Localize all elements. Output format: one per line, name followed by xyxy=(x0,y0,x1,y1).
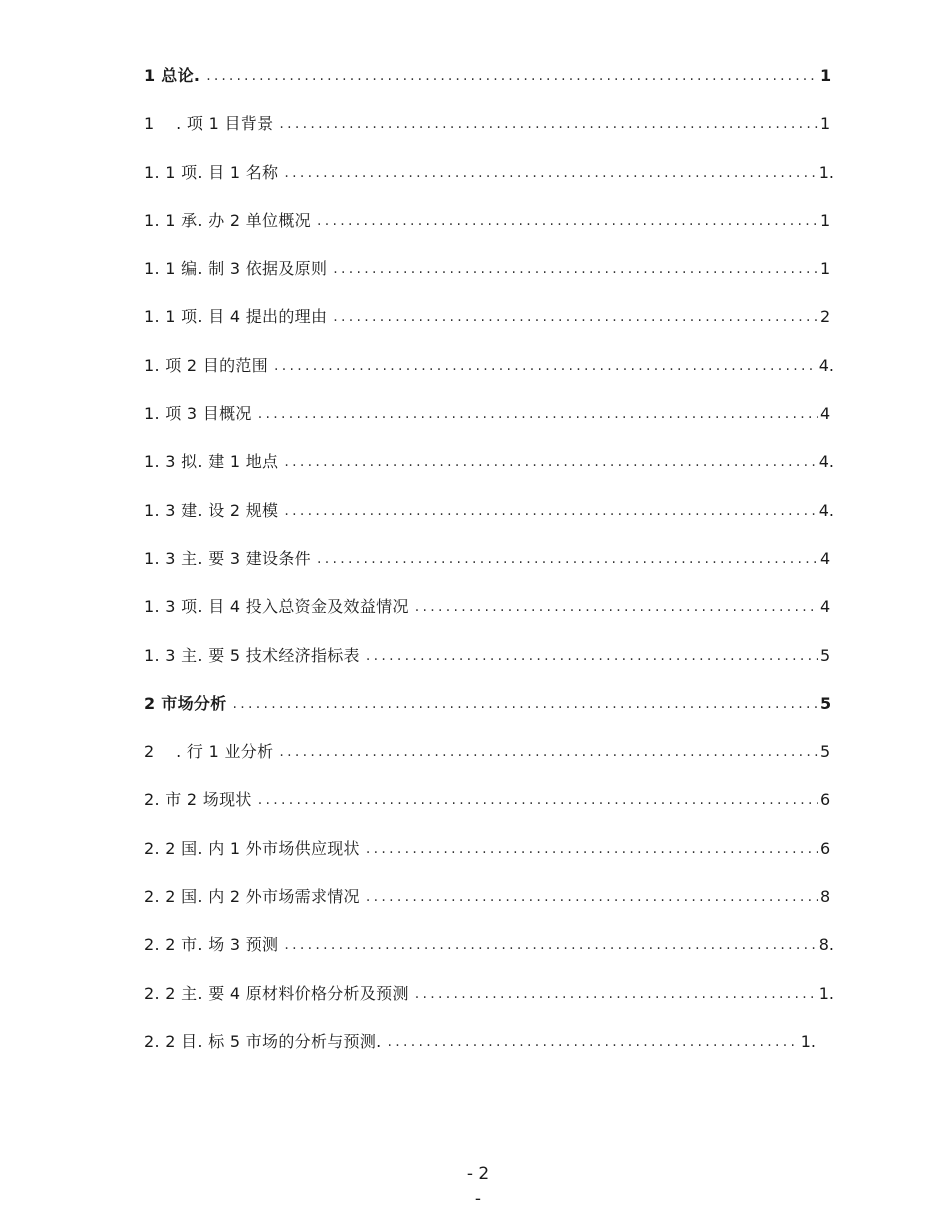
dot-leader xyxy=(415,982,817,1006)
toc-entry[interactable] xyxy=(144,112,834,160)
toc-entry-page: 1. xyxy=(800,1031,816,1051)
toc-entry-label: 2. 2 国. 内 1 外市场供应现状 xyxy=(144,838,360,858)
toc-entry-page: 5 xyxy=(820,742,831,762)
toc-entry-label: 2. 2 目. 标 5 市场的分析与预测. xyxy=(144,1031,382,1051)
dot-leader xyxy=(284,161,816,185)
page-number: - 2 xyxy=(466,1164,490,1184)
toc-entry-page: 4 xyxy=(820,548,831,568)
toc-entry-page: 4 xyxy=(820,404,831,424)
toc-entry-page: 1 xyxy=(820,210,831,230)
toc-entry[interactable] xyxy=(144,933,834,981)
toc-entry[interactable] xyxy=(144,64,834,112)
toc-entry-label: 2. 市 2 场现状 xyxy=(144,790,252,810)
toc-entry-label: 1. 3 主. 要 3 建设条件 xyxy=(144,548,311,568)
toc-entry-label: 1. 1 项. 目 4 提出的理由 xyxy=(144,307,328,327)
toc-entry-label: 2. 2 国. 内 2 外市场需求情况 xyxy=(144,887,360,907)
toc-entry-page: 1 xyxy=(820,114,831,134)
toc-entry-page: 1. xyxy=(818,983,834,1003)
toc-entry-page: 4. xyxy=(818,452,834,472)
dot-leader xyxy=(279,112,818,136)
toc-entry-label: 2. 2 主. 要 4 原材料价格分析及预测 xyxy=(144,983,409,1003)
toc-entry-label: 1. 3 项. 目 4 投入总资金及效益情况 xyxy=(144,597,409,617)
toc-entry[interactable] xyxy=(144,644,834,692)
toc-entry[interactable] xyxy=(144,450,834,498)
toc-entry[interactable] xyxy=(144,740,834,788)
toc-entry[interactable] xyxy=(144,885,834,933)
dot-leader xyxy=(233,692,818,716)
toc-entry-page: 5 xyxy=(820,645,831,665)
dot-leader xyxy=(366,837,818,861)
toc-entry-page: 5 xyxy=(820,693,832,713)
dot-leader xyxy=(274,354,817,378)
toc-entry-page: 1 xyxy=(820,259,831,279)
dot-leader xyxy=(284,933,816,957)
toc-entry[interactable] xyxy=(144,788,834,836)
page-footer xyxy=(0,1162,950,1212)
toc-entry[interactable] xyxy=(144,692,834,740)
dot-leader xyxy=(284,499,816,523)
toc-entry-page: 6 xyxy=(820,790,831,810)
dot-leader xyxy=(284,450,816,474)
toc-entry-label: 1. 3 建. 设 2 规模 xyxy=(144,500,279,520)
dot-leader xyxy=(279,740,818,764)
toc-entry-label: 1. 1 项. 目 1 名称 xyxy=(144,162,279,182)
dot-leader xyxy=(317,209,818,233)
toc-entry-label: 1. 3 拟. 建 1 地点 xyxy=(144,452,279,472)
footer-dash: - xyxy=(474,1189,482,1209)
dot-leader xyxy=(206,64,818,88)
toc-entry-page: 4. xyxy=(818,355,834,375)
dot-leader xyxy=(366,885,818,909)
toc-entry[interactable] xyxy=(144,257,834,305)
dot-leader xyxy=(333,305,818,329)
dot-leader xyxy=(366,644,818,668)
dot-leader xyxy=(317,547,818,571)
toc-entry-page: 1. xyxy=(818,162,834,182)
toc-entry-page: 1 xyxy=(820,66,832,85)
toc-entry[interactable] xyxy=(144,1030,834,1078)
toc-entry-page: 8. xyxy=(818,935,834,955)
toc-entry-label: 2. 2 市. 场 3 预测 xyxy=(144,935,279,955)
dot-leader xyxy=(388,1030,799,1054)
dot-leader xyxy=(258,788,818,812)
toc-entry[interactable] xyxy=(144,547,834,595)
toc-entry[interactable] xyxy=(144,305,834,353)
dot-leader xyxy=(415,595,818,619)
toc-entry[interactable] xyxy=(144,209,834,257)
toc-entry[interactable] xyxy=(144,837,834,885)
toc-entry-label: 1. 项 3 目概况 xyxy=(144,404,252,424)
toc-entry[interactable] xyxy=(144,499,834,547)
toc-entry[interactable] xyxy=(144,402,834,450)
toc-entry-page: 2 xyxy=(820,307,831,327)
toc-entry-page: 4. xyxy=(818,500,834,520)
toc-entry-page: 8 xyxy=(820,887,831,907)
toc-entry-label: 1 . 项 1 目背景 xyxy=(144,114,274,134)
toc-entry-label: 1. 1 编. 制 3 依据及原则 xyxy=(144,259,328,279)
toc-entry-label: 2 . 行 1 业分析 xyxy=(144,742,274,762)
toc-entry-label: 1. 3 主. 要 5 技术经济指标表 xyxy=(144,645,360,665)
toc-entry-page: 4 xyxy=(820,597,831,617)
toc-entry-page: 6 xyxy=(820,838,831,858)
toc-entry[interactable] xyxy=(144,354,834,402)
dot-leader xyxy=(333,257,818,281)
toc-entry-label: 1. 项 2 目的范围 xyxy=(144,355,269,375)
toc-entry-label: 1 总论. xyxy=(144,66,201,85)
table-of-contents xyxy=(144,64,834,1078)
toc-entry[interactable] xyxy=(144,161,834,209)
dot-leader xyxy=(258,402,818,426)
toc-entry-label: 2 市场分析 xyxy=(144,693,227,713)
toc-entry[interactable] xyxy=(144,982,834,1030)
toc-entry-label: 1. 1 承. 办 2 单位概况 xyxy=(144,210,311,230)
toc-entry[interactable] xyxy=(144,595,834,643)
